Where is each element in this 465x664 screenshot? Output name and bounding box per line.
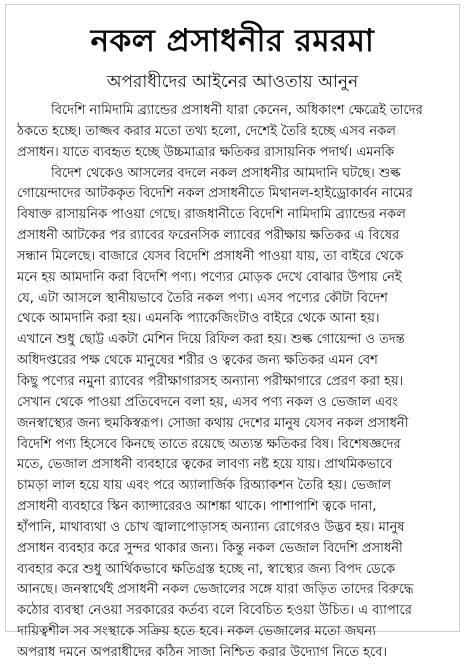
article-line: অপরাধ দমনে অপরাধীদের কঠিন সাজা নিশ্চিত করার উদ্যোগ নিতে হবে। [17,644,388,660]
subheadline: অপরাধীদের আইনের আওতায় আনুন [106,72,359,92]
article-line: ঠকতে হচ্ছে। তাজ্জব করার মতো তথ্য হলো, দেশেই তৈরি হচ্ছে এসব নকল [17,123,396,139]
article-line: কঠোর ব্যবস্থা নেওয়া সরকারের কর্তব্য বলে বিবেচিত হওয়া উচিত। এ ব্যাপারে [17,603,412,619]
article-line: বিদেশি পণ্য হিসেবে কিনছে তাতে রয়েছে অত্যন্ত ক্ষতিকর বিষ। বিশেষজ্ঞদের [17,436,401,452]
article-line: প্রসাধনী আটকের পর র‌্যাবের ফরেনসিক ল্যাবের পরীক্ষায় ক্ষতিকর এ বিষের [17,228,400,244]
article-line: প্রসাধনী ব্যবহারে স্কিন ক্যান্সারেরও আশঙ্কা থাকে। পাশাপাশি ত্বকে দানা, [17,499,377,515]
article-line: ব্যবহার করে শুধু আর্থিকভাবে ক্ষতিগ্রস্ত হচ্ছে না, স্বাস্থ্যের জন্য বিপদ ডেকে [17,561,396,577]
article-line: মতে, ভেজাল প্রসাধনী ব্যবহারে ত্বকের লাবণ্য নষ্ট হয়ে যায়। প্রাথমিকভাবে [17,457,393,473]
article-line: আনছে। জনস্বার্থেই প্রসাধনী নকল ভেজালের সঙ্গে যারা জড়িত তাদের বিরুদ্ধে [17,582,414,598]
article-line: দায়িত্বশীল সব সংস্থাকে সক্রিয় হতে হবে। নকল ভেজালের মতো জঘন্য [17,624,376,640]
article-line: যে, এটা আসলে স্থানীয়ভাবে তৈরি নকল পণ্য। এসব পণ্যের কৌটা বিদেশ [17,290,388,306]
article-line: প্রসাধন। যাতে ব্যবহৃত হচ্ছে উচ্চমাত্রার ক্ষতিকর রাসায়নিক পদার্থ। এমনকি [17,144,395,160]
article-line: গোয়েন্দাদের আটককৃত বিদেশি নকল প্রসাধনীতে মিথানল-হাইড্রোকার্বন নামের [17,186,413,202]
article-line: প্রসাধন ব্যবহার করে সুন্দর থাকার জন্য। কিন্তু নকল ভেজাল বিদেশি প্রসাধনী [17,540,403,556]
headline: নকল প্রসাধনীর রমরমা [90,23,375,59]
article-line: কিছু পণ্যের নমুনা র‌্যাবের পরীক্ষাগারসহ অন্যান্য পরীক্ষাগারে প্রেরণ করা হয়। [17,373,404,389]
article-line: সন্ধান মিলেছে। বাজারে যেসব বিদেশি প্রসাধনী পাওয়া যায়, তা বাইরে থেকে [17,248,404,264]
article-line: চামড়া লাল হয়ে যায় এবং পরে অ্যালার্জিক রিঅ্যাকশন তৈরি হয়। ভেজাল [17,478,392,494]
newspaper-editorial-clipping [5,4,460,660]
article-line: থেকে আমদানি করা হয়। এমনকি প্যাকেজিংটাও বাইরে থেকে আনা হয়। [17,311,380,327]
article-line: এখানে শুধু ছোট্ট একটা মেশিন দিয়ে রিফিল করা হয়। শুল্ক গোয়েন্দা ও তদন্ত [17,332,405,348]
article-body [17,101,449,664]
article-line: অধিদপ্তরের পক্ষ থেকে মানুষের শরীর ও ত্বকের জন্য ক্ষতিকর এমন বেশ [17,353,378,369]
article-line: হাঁপানি, মাথাব্যথা ও চোখ জ্বালাপোড়াসহ অন্যান্য রোগেরও উদ্ভব হয়। মানুষ [17,519,405,535]
article-line: জনস্বাস্থ্যের জন্য হুমকিস্বরূপ। সোজা কথায় দেশের মানুষ যেসব নকল প্রসাধনী [17,415,409,431]
article-line: বিদেশি নামিদামি ব্র্যান্ডের প্রসাধনী যারা কেনেন, অধিকাংশ ক্ষেত্রেই তাদের [51,103,423,118]
article-line: মনে হয় আমদানি করা বিদেশি পণ্য। পণ্যের মোড়ক দেখে বোঝার উপায় নেই [17,269,402,285]
article-line: বিষাক্ত রাসায়নিক পাওয়া গেছে। রাজধানীতে বিদেশি নামিদামি ব্র্যান্ডের নকল [17,207,406,223]
article-line: বিদেশ থেকেও আসলের বদলে নকল প্রসাধনীর আমদানি ঘটছে। শুল্ক [51,165,401,181]
article-line: সেখান থেকে পাওয়া প্রতিবেদনে বলা হয়, এসব পণ্য নকল ও ভেজাল এবং [17,394,398,410]
